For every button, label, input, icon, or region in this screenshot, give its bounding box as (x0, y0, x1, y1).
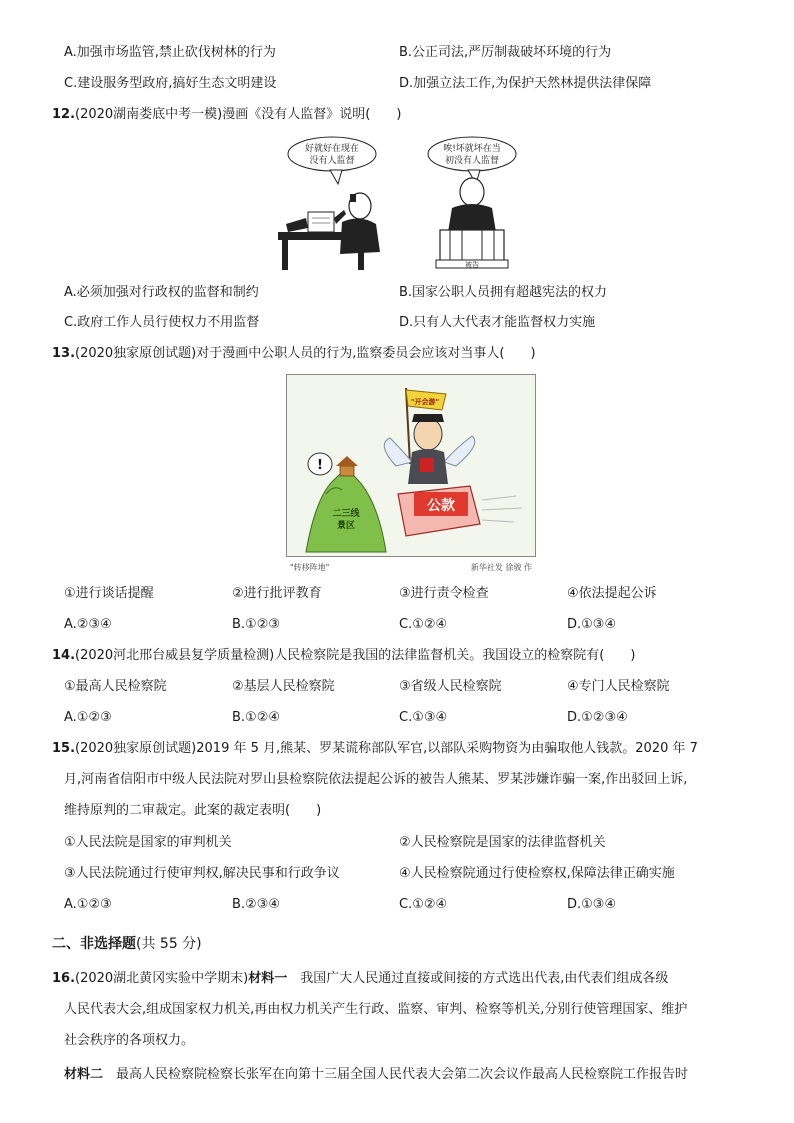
mountain-label-1: 二三线 (332, 509, 360, 519)
cartoon-no-supervision (272, 132, 534, 272)
q15-option-d: D.①③④ (567, 897, 617, 912)
q12-option-c: C.政府工作人员行使权力不用监督 (64, 315, 260, 330)
cartoon-caption-right: 新华社发 徐骏 作 (470, 563, 532, 572)
q15-option-a: A.①②③ (64, 897, 112, 912)
q14-item-1: ①最高人民检察院 (64, 679, 167, 694)
q13-option-d: D.①③④ (567, 617, 617, 632)
q16-number: 16. (52, 971, 76, 986)
q13-item-2: ②进行批评教育 (232, 586, 322, 601)
q15-stem-line2: 月,河南省信阳市中级人民法院对罗山县检察院依法提起公诉的被告人熊某、罗某涉嫌诈骗一案,作出驳回上诉, (64, 772, 688, 787)
q13-stem (52, 345, 536, 363)
q15-item-4: ④人民检察院通过行使检察权,保障法律正确实施 (399, 866, 675, 881)
q14-stem (52, 647, 635, 665)
flag-text: "开会游" (410, 398, 440, 406)
q12-stem-text: (2020湖南娄底中考一模)漫画《没有人监督》说明( ) (75, 107, 402, 122)
q13-item-1: ①进行谈话提醒 (64, 586, 154, 601)
section-score: (共 55 分) (136, 936, 202, 952)
money-label: 公款 (427, 498, 455, 514)
q13-stem-text: (2020独家原创试题)对于漫画中公职人员的行为,监察委员会应该对当事人( ) (75, 346, 536, 361)
q14-option-d: D.①②③④ (567, 710, 628, 725)
bubble-right-line1: 唉!坏就坏在当 (443, 144, 501, 154)
bubble-right-line2: 初没有人监督 (444, 156, 500, 166)
cartoon-caption-left: "转移阵地" (290, 563, 330, 572)
q14-option-c: C.①③④ (399, 710, 448, 725)
q11-option-d: D.加强立法工作,为保护天然林提供法律保障 (399, 76, 652, 91)
q12-number: 12. (52, 107, 76, 122)
q16-material1-text1: 我国广大人民通过直接或间接的方式选出代表,由代表们组成各级 (287, 971, 669, 986)
q13-option-c: C.①②④ (399, 617, 448, 632)
q16-line-material2 (64, 1066, 688, 1084)
q15-item-2: ②人民检察院是国家的法律监督机关 (399, 835, 606, 850)
q16-material2-text: 最高人民检察院检察长张军在向第十三届全国人民代表大会第二次会议作最高人民检察院工作报告时 (103, 1067, 689, 1082)
bubble-left-line1: 好就好在现在 (304, 144, 360, 154)
q15-option-b: B.②③④ (232, 897, 281, 912)
q16-material1-text2: 人民代表大会,组成国家权力机关,再由权力机关产生行政、监察、审判、检察等机关,分别行使管理国家、维护 (64, 1002, 688, 1017)
q15-option-c: C.①②④ (399, 897, 448, 912)
q15-stem-line3: 维持原判的二审裁定。此案的裁定表明( ) (64, 803, 322, 818)
q13-number: 13. (52, 346, 76, 361)
q14-item-4: ④专门人民检察院 (567, 679, 670, 694)
q15-stem-text-1: (2020独家原创试题)2019 年 5 月,熊某、罗某谎称部队军官,以部队采购物资为由骗取他人钱款。2020 年 7 (75, 741, 698, 756)
bubble-left-line2: 没有人监督 (309, 156, 355, 166)
q11-option-a: A.加强市场监管,禁止砍伐树林的行为 (64, 45, 276, 60)
q13-item-3: ③进行责令检查 (399, 586, 489, 601)
q16-material1-label: 材料一 (248, 971, 288, 986)
q14-item-2: ②基层人民检察院 (232, 679, 335, 694)
exclaim-mark: ! (317, 458, 323, 473)
q16-material1-text3: 社会秩序的各项权力。 (64, 1033, 195, 1048)
q12-stem (52, 106, 401, 124)
section-heading (52, 935, 202, 953)
section-title: 二、非选择题 (52, 936, 136, 952)
q12-option-a: A.必须加强对行政权的监督和制约 (64, 285, 259, 300)
q14-option-b: B.①②④ (232, 710, 281, 725)
q11-option-b: B.公正司法,严厉制裁破坏环境的行为 (399, 45, 612, 60)
q11-option-c: C.建设服务型政府,搞好生态文明建设 (64, 76, 277, 91)
q14-item-3: ③省级人民检察院 (399, 679, 502, 694)
q15-item-3: ③人民法院通过行使审判权,解决民事和行政争议 (64, 866, 340, 881)
cartoon-transfer-position (286, 374, 536, 578)
q15-number: 15. (52, 741, 76, 756)
q12-option-b: B.国家公职人员拥有超越宪法的权力 (399, 285, 608, 300)
mountain-label-2: 景区 (336, 521, 356, 531)
q15-item-1: ①人民法院是国家的审判机关 (64, 835, 232, 850)
q16-source: (2020湖北黄冈实验中学期末) (75, 971, 249, 986)
q13-item-4: ④依法提起公诉 (567, 586, 657, 601)
q13-option-b: B.①②③ (232, 617, 281, 632)
q15-stem-line1 (52, 740, 698, 758)
q16-material2-label: 材料二 (64, 1067, 104, 1082)
q14-number: 14. (52, 648, 76, 663)
q16-line1 (52, 970, 668, 988)
q13-option-a: A.②③④ (64, 617, 112, 632)
q14-stem-text: (2020河北邢台威县复学质量检测)人民检察院是我国的法律监督机关。我国设立的检察院有( ) (75, 648, 636, 663)
dock-label: 被告 (465, 261, 479, 269)
q14-option-a: A.①②③ (64, 710, 112, 725)
q12-option-d: D.只有人大代表才能监督权力实施 (399, 315, 596, 330)
